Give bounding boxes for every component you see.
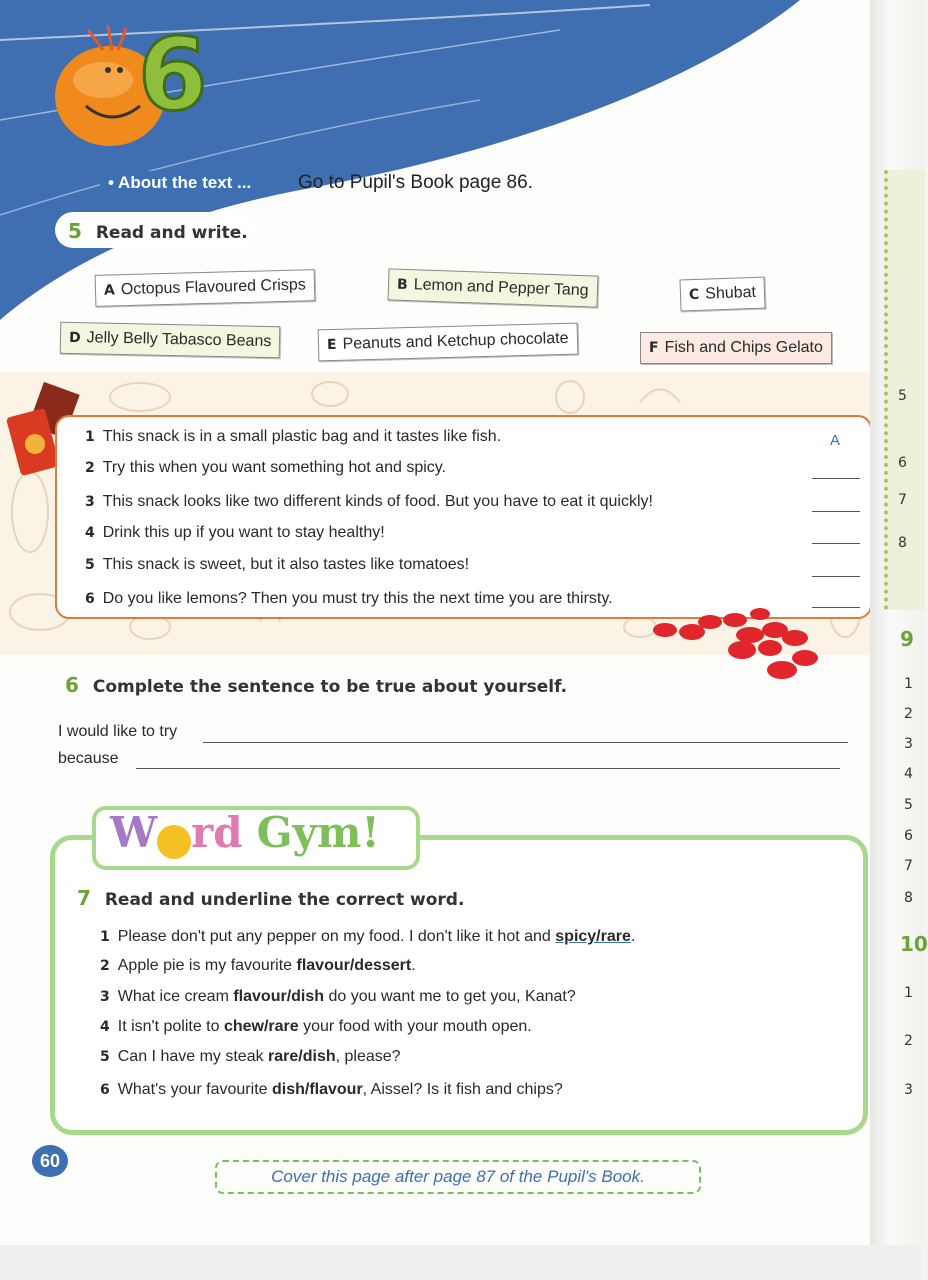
side-number: 8 — [904, 890, 913, 906]
card-e: E Peanuts and Ketchup chocolate — [318, 323, 578, 362]
question-3: 3 This snack looks like two different kinds of food. But you have to eat it quickly! — [85, 493, 653, 510]
unit-number: 6 — [138, 16, 208, 133]
side-number: 3 — [904, 1082, 913, 1098]
answer-1: A — [830, 432, 841, 449]
sentence-line2-blank[interactable] — [136, 768, 840, 769]
about-the-text-label: • About the text ... — [100, 171, 259, 195]
side-number: 6 — [898, 455, 907, 471]
side-number: 8 — [898, 535, 907, 551]
card-d: D Jelly Belly Tabasco Beans — [60, 322, 281, 359]
choice-2[interactable]: flavour/dessert — [296, 957, 412, 974]
exercise6-number: 6 — [65, 673, 79, 697]
choice-1[interactable]: spicy/rare — [555, 928, 631, 945]
exercise7-heading — [77, 886, 464, 910]
exercise7-sentence-3: 3 What ice cream flavour/dish do you want me to get you, Kanat? — [100, 988, 576, 1005]
exercise6-title: Complete the sentence to be true about yourself. — [92, 677, 568, 697]
side-number: 6 — [904, 828, 913, 844]
bottom-edge — [0, 1245, 921, 1280]
card-c: C Shubat — [679, 277, 765, 312]
exercise7-sentence-5: 5 Can I have my steak rare/dish, please? — [100, 1048, 401, 1065]
choice-6[interactable]: dish/flavour — [271, 1081, 363, 1098]
side-number: 5 — [898, 388, 907, 404]
question-5: 5 This snack is sweet, but it also tastes like tomatoes! — [85, 556, 470, 573]
sentence-line1-blank[interactable] — [203, 742, 848, 743]
exercise5-heading — [68, 219, 248, 243]
exercise7-number: 7 — [77, 886, 91, 910]
exercise7-sentence-2: 2 Apple pie is my favourite flavour/dessert. — [100, 957, 416, 974]
choice-3[interactable]: flavour/dish — [233, 988, 325, 1005]
exercise6-heading — [65, 673, 567, 697]
side-number: 7 — [898, 492, 907, 508]
beans-icon — [650, 600, 830, 685]
answer-2-line[interactable] — [812, 478, 860, 479]
question-2: 2 Try this when you want something hot and spicy. — [85, 459, 447, 476]
card-b: B Lemon and Pepper Tang — [388, 268, 599, 307]
side-number: 3 — [904, 736, 913, 752]
answer-3-line[interactable] — [812, 511, 860, 512]
side-section-number: 9 — [900, 627, 914, 651]
choice-4[interactable]: chew/rare — [223, 1018, 299, 1035]
side-number: 1 — [904, 676, 913, 692]
question-1: 1 This snack is in a small plastic bag and it tastes like fish. — [85, 428, 502, 445]
answer-5-line[interactable] — [812, 576, 860, 577]
about-the-text-instruction: Go to Pupil's Book page 86. — [298, 172, 533, 193]
sentence-line2-label: because — [58, 750, 119, 767]
exercise7-title: Read and underline the correct word. — [104, 890, 465, 910]
choice-5[interactable]: rare/dish — [268, 1048, 336, 1065]
side-number: 2 — [904, 706, 913, 722]
sentence-line1-label: I would like to try — [58, 723, 178, 740]
card-a: A Octopus Flavoured Crisps — [95, 269, 316, 307]
word-gym-title: W o rd Gym! — [110, 808, 380, 857]
side-section-number: 10 — [900, 932, 928, 956]
answer-4-line[interactable] — [812, 543, 860, 544]
side-number: 2 — [904, 1033, 913, 1049]
side-number: 4 — [904, 766, 913, 782]
word-gym-ball-icon: o — [157, 825, 191, 859]
cover-note: Cover this page after page 87 of the Pupil's Book. — [215, 1160, 701, 1194]
exercise7-sentence-1: 1 Please don't put any pepper on my food. I don't like it hot and spicy/rare. — [100, 928, 636, 945]
next-page-edge — [870, 0, 928, 1245]
exercise5-title: Read and write. — [95, 223, 248, 243]
side-number: 5 — [904, 797, 913, 813]
exercise7-sentence-6: 6 What's your favourite dish/flavour, Aissel? Is it fish and chips? — [100, 1081, 563, 1098]
side-number: 1 — [904, 985, 913, 1001]
page-number: 60 — [32, 1145, 68, 1177]
side-number: 7 — [904, 858, 913, 874]
question-4: 4 Drink this up if you want to stay healthy! — [85, 524, 385, 541]
exercise7-sentence-4: 4 It isn't polite to chew/rare your food with your mouth open. — [100, 1018, 532, 1035]
exercise5-number: 5 — [68, 219, 82, 243]
card-f: F Fish and Chips Gelato — [640, 332, 832, 364]
question-6: 6 Do you like lemons? Then you must try this the next time you are thirsty. — [85, 590, 613, 607]
